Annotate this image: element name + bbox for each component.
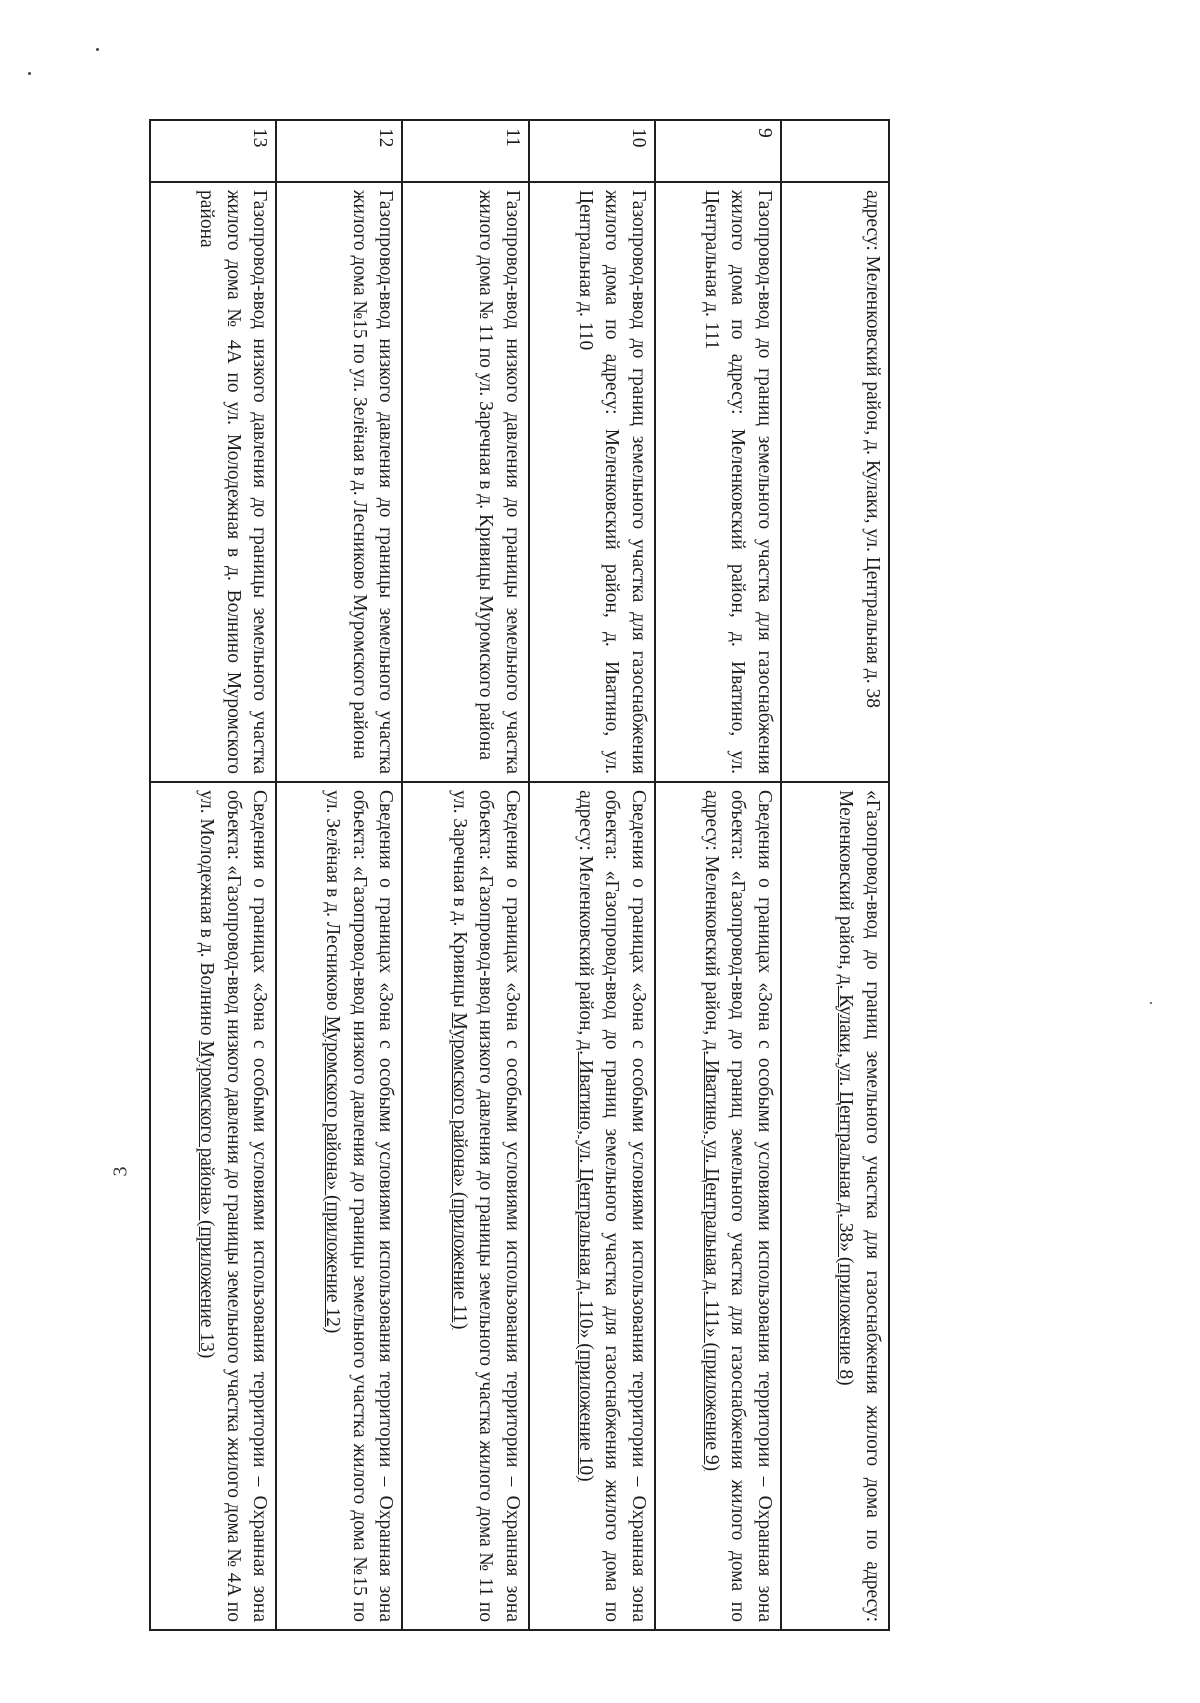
- boundary-info: [402, 782, 528, 1630]
- objects-table: [149, 119, 890, 1631]
- row-number: 13: [150, 120, 276, 182]
- boundary-info-underlined: Муромского района» (приложение 13): [196, 1040, 218, 1359]
- object-description: Газопровод-ввод до границ земельного участка для газоснабжения жилого дома по адресу: Меленковский район, д. Иватино, ул. Центральная д. 110: [529, 182, 655, 782]
- row-number: 12: [276, 120, 402, 182]
- page-number: 3: [109, 1166, 132, 1177]
- rotated-page-content: [149, 119, 890, 1629]
- table-row: [150, 120, 276, 1630]
- boundary-info: [276, 782, 402, 1630]
- boundary-info-text: Сведения о границах «Зона с особыми условиями использования территории – Охранная зона объекта: «Газопровод-ввод низкого давления до границы земельного участка жилого дома № 4А по ул. Молодежная в д. Волнино: [196, 790, 271, 1622]
- table-row: [655, 120, 781, 1630]
- table-row: [402, 120, 528, 1630]
- scan-speck: [96, 48, 99, 51]
- boundary-info: [781, 782, 889, 1630]
- scan-speck: [1150, 1002, 1152, 1004]
- object-description: Газопровод-ввод до границ земельного участка для газоснабжения жилого дома по адресу: Меленковский район, д. Иватино, ул. Центральная д. 111: [655, 182, 781, 782]
- boundary-info-text: Сведения о границах «Зона с особыми условиями использования территории – Охранная зона объекта: «Газопровод-ввод до границ земельного участка для газоснабжения жилого дома по адресу: Меленковский район,: [574, 790, 649, 1622]
- row-number: [781, 120, 889, 182]
- boundary-info-text: Сведения о границах «Зона с особыми условиями использования территории – Охранная зона объекта: «Газопровод-ввод низкого давления до границы земельного участка жилого дома № 11 по ул. Заречная в д. Кривицы: [448, 790, 523, 1622]
- object-description: Газопровод-ввод низкого давления до границы земельного участка жилого дома № 11 по ул. Заречная в д. Кривицы Муромского района: [402, 182, 528, 782]
- boundary-info: [655, 782, 781, 1630]
- object-description: адресу: Меленковский район, д. Кулаки, ул. Центральная д. 38: [781, 182, 889, 782]
- table-row: [529, 120, 655, 1630]
- boundary-info: [150, 782, 276, 1630]
- boundary-info-underlined: Муромского района» (приложение 11): [448, 1012, 470, 1330]
- boundary-info-text: Сведения о границах «Зона с особыми условиями использования территории – Охранная зона объекта: «Газопровод-ввод до границ земельного участка для газоснабжения жилого дома по адресу: Меленковский район,: [700, 790, 775, 1622]
- boundary-info-underlined: д. Иватино, ул. Центральная д. 110» (приложение 10): [574, 1040, 596, 1482]
- table-row: [781, 120, 889, 1630]
- row-number: 11: [402, 120, 528, 182]
- row-number: 9: [655, 120, 781, 182]
- table-row: [276, 120, 402, 1630]
- boundary-info-text: «Газопровод-ввод до границ земельного участка для газоснабжения жилого дома по адресу: Меленковский район,: [835, 790, 883, 1622]
- object-description: Газопровод-ввод низкого давления до границы земельного участка жилого дома № 4А по ул. Молодежная в д. Волнино Муромского района: [150, 182, 276, 782]
- boundary-info-underlined: д. Кулаки, ул. Центральная д. 38» (приложение 8): [835, 974, 857, 1386]
- boundary-info-text: Сведения о границах «Зона с особыми условиями использования территории – Охранная зона объекта: «Газопровод-ввод низкого давления до границы земельного участка жилого дома №15 по ул. Зелёная в д. Лесниково: [322, 790, 397, 1622]
- object-description: Газопровод-ввод низкого давления до границы земельного участка жилого дома №15 по ул. Зелёная в д. Лесниково Муромского района: [276, 182, 402, 782]
- row-number: 10: [529, 120, 655, 182]
- scan-speck: [28, 72, 31, 75]
- boundary-info-underlined: Муромского района» (приложение 12): [322, 1015, 344, 1334]
- boundary-info: [529, 782, 655, 1630]
- boundary-info-underlined: д. Иватино, ул. Центральная д. 111» (приложение 9): [700, 1040, 722, 1472]
